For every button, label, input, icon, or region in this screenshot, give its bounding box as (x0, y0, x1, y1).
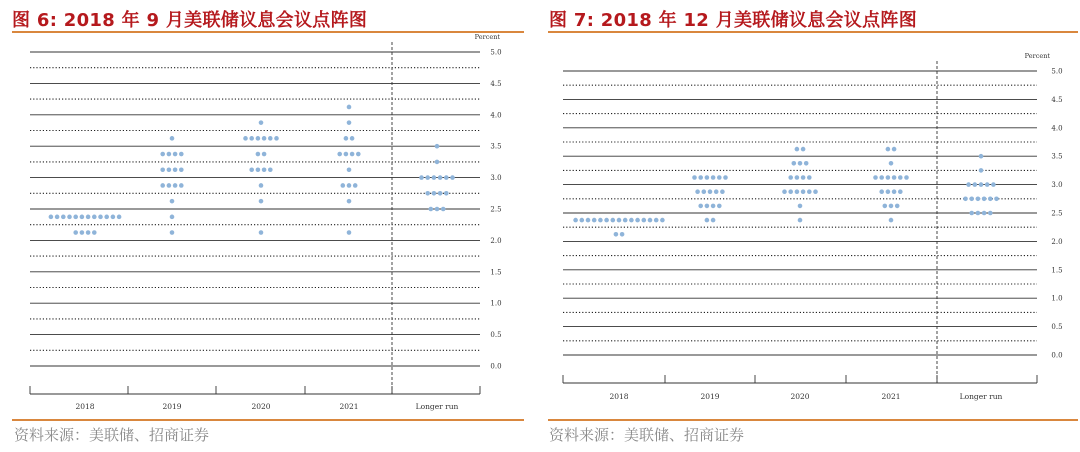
dot-point (898, 189, 903, 194)
dot-point (994, 197, 999, 202)
dot-point (274, 136, 279, 141)
dot-point (350, 152, 355, 157)
dot-point (969, 211, 974, 216)
dot-point (592, 218, 597, 223)
y-tick-label: 2.0 (1051, 237, 1063, 246)
dot-point (988, 197, 993, 202)
dot-point (450, 175, 455, 180)
dot-point (92, 215, 97, 220)
dot-point (435, 144, 440, 149)
dot-point (268, 136, 273, 141)
dot-point (711, 204, 716, 209)
dot-point (243, 136, 248, 141)
dot-point (167, 183, 172, 188)
dot-point (249, 136, 254, 141)
figure-title: 图 6: 2018 年 9 月美联储议息会议点阵图 (12, 10, 368, 31)
dot-point (886, 175, 891, 180)
dot-point (419, 175, 424, 180)
dot-point (249, 167, 254, 172)
dot-point (438, 191, 443, 196)
source-rule (548, 419, 1078, 421)
dot-point (441, 207, 446, 212)
dot-point (611, 218, 616, 223)
dot-point (256, 167, 261, 172)
y-tick-label: 5.0 (1051, 67, 1063, 76)
dot-point (80, 230, 85, 235)
dot-point (262, 167, 267, 172)
dot-point (976, 197, 981, 202)
dot-point (104, 215, 109, 220)
y-tick-label: 1.5 (490, 268, 502, 277)
dot-point (117, 215, 122, 220)
dot-point (788, 175, 793, 180)
dot-point (717, 204, 722, 209)
dot-point (798, 204, 803, 209)
dot-point (170, 230, 175, 235)
dot-point (889, 204, 894, 209)
dot-point (341, 183, 346, 188)
dot-point (179, 167, 184, 172)
dot-point (429, 207, 434, 212)
dot-point (614, 232, 619, 237)
x-tick-label: 2019 (162, 402, 182, 411)
dot-point (801, 175, 806, 180)
dot-point (873, 175, 878, 180)
y-tick-label: 3.0 (1051, 181, 1063, 190)
dot-point (256, 136, 261, 141)
dot-point (795, 175, 800, 180)
y-tick-label: 3.5 (1051, 152, 1063, 161)
dot-point (259, 199, 264, 204)
dot-point (795, 147, 800, 152)
dot-point (886, 189, 891, 194)
dot-point (347, 230, 352, 235)
dot-point (702, 189, 707, 194)
dot-point (86, 215, 91, 220)
dot-point (350, 136, 355, 141)
y-axis-label: Percent (1024, 52, 1050, 60)
dot-point (660, 218, 665, 223)
y-tick-label: 1.5 (1051, 266, 1063, 275)
dot-point (432, 175, 437, 180)
y-tick-label: 1.0 (490, 299, 502, 308)
dot-point (173, 167, 178, 172)
dot-point (788, 189, 793, 194)
dot-point (708, 189, 713, 194)
source-note: 资料来源：美联储、招商证券 (14, 426, 210, 444)
dot-plot-chart (0, 0, 530, 420)
dot-point (617, 218, 622, 223)
dot-point (886, 147, 891, 152)
dot-point (167, 167, 172, 172)
dot-point (889, 161, 894, 166)
dot-point (259, 183, 264, 188)
dot-point (801, 189, 806, 194)
dot-plot-chart (545, 0, 1080, 420)
y-tick-label: 4.5 (490, 79, 502, 88)
dot-point (717, 175, 722, 180)
dot-point (425, 191, 430, 196)
dot-point (711, 218, 716, 223)
dot-point (988, 211, 993, 216)
y-tick-label: 3.0 (490, 174, 502, 183)
dot-point (966, 182, 971, 187)
dot-point (435, 160, 440, 165)
y-tick-label: 0.0 (1051, 351, 1063, 360)
dot-point (586, 218, 591, 223)
dot-point (642, 218, 647, 223)
dot-point (892, 175, 897, 180)
y-tick-label: 2.5 (490, 205, 502, 214)
dot-point (795, 189, 800, 194)
dot-point (969, 197, 974, 202)
dot-point (55, 215, 60, 220)
dot-point (179, 152, 184, 157)
dot-point (435, 207, 440, 212)
dot-point (98, 215, 103, 220)
dot-point (580, 218, 585, 223)
dot-point (262, 152, 267, 157)
dot-point (692, 175, 697, 180)
dot-point (723, 175, 728, 180)
dot-point (654, 218, 659, 223)
x-tick-label: 2018 (75, 402, 95, 411)
dot-point (262, 136, 267, 141)
dot-point (979, 154, 984, 159)
dot-point (895, 204, 900, 209)
dot-point (991, 182, 996, 187)
dot-point (170, 199, 175, 204)
x-tick-label: 2020 (790, 392, 810, 401)
dot-point (892, 189, 897, 194)
dot-point (963, 197, 968, 202)
dot-point (807, 189, 812, 194)
dot-point (792, 161, 797, 166)
dot-point (170, 136, 175, 141)
dot-point (813, 189, 818, 194)
y-tick-label: 4.0 (1051, 124, 1063, 133)
dot-point (985, 182, 990, 187)
dot-point (347, 199, 352, 204)
dot-point (347, 105, 352, 110)
dot-point (698, 175, 703, 180)
dot-point (705, 175, 710, 180)
dot-point (904, 175, 909, 180)
dot-point (347, 167, 352, 172)
dot-point (979, 168, 984, 173)
figure-title: 图 7: 2018 年 12 月美联储议息会议点阵图 (549, 10, 918, 31)
y-tick-label: 0.0 (490, 362, 502, 371)
dot-point (623, 218, 628, 223)
dot-point (711, 175, 716, 180)
dot-point (695, 189, 700, 194)
dot-point (720, 189, 725, 194)
dot-point (629, 218, 634, 223)
dot-point (61, 215, 66, 220)
dot-point (256, 152, 261, 157)
dot-point (889, 218, 894, 223)
dot-point (648, 218, 653, 223)
dot-point (714, 189, 719, 194)
dot-point (73, 215, 78, 220)
y-tick-label: 2.0 (490, 236, 502, 245)
dot-point (347, 120, 352, 125)
dot-point (444, 191, 449, 196)
x-tick-label: Longer run (415, 402, 459, 411)
dot-point (798, 161, 803, 166)
dot-point (170, 215, 175, 220)
source-note: 资料来源：美联储、招商证券 (549, 426, 745, 444)
dot-point (879, 189, 884, 194)
dot-point (80, 215, 85, 220)
dot-point (347, 183, 352, 188)
dot-point (49, 215, 54, 220)
dot-point (337, 152, 342, 157)
dot-point (698, 204, 703, 209)
dot-point (344, 136, 349, 141)
x-tick-label: Longer run (959, 392, 1003, 401)
source-rule (12, 419, 524, 421)
dot-point (807, 175, 812, 180)
dot-point (268, 167, 273, 172)
dot-point (635, 218, 640, 223)
dot-point (892, 147, 897, 152)
x-tick-label: 2021 (881, 392, 901, 401)
dot-point (444, 175, 449, 180)
dot-point (982, 197, 987, 202)
dot-point (432, 191, 437, 196)
y-tick-label: 0.5 (490, 331, 502, 340)
dot-point (425, 175, 430, 180)
dot-point (167, 152, 172, 157)
y-axis-label: Percent (474, 33, 500, 41)
dot-point (798, 218, 803, 223)
dot-point (883, 204, 888, 209)
x-tick-label: 2019 (700, 392, 720, 401)
dot-point (976, 211, 981, 216)
y-tick-label: 1.0 (1051, 294, 1063, 303)
y-tick-label: 5.0 (490, 48, 502, 57)
dot-point (979, 182, 984, 187)
dot-point (179, 183, 184, 188)
y-tick-label: 0.5 (1051, 323, 1063, 332)
dot-point (111, 215, 116, 220)
dot-point (898, 175, 903, 180)
dot-point (804, 161, 809, 166)
dot-point (982, 211, 987, 216)
dot-point (160, 167, 165, 172)
dot-point (356, 152, 361, 157)
figure-6-panel (0, 0, 530, 452)
dot-point (259, 230, 264, 235)
dot-point (801, 147, 806, 152)
dot-point (879, 175, 884, 180)
dot-point (598, 218, 603, 223)
dot-point (92, 230, 97, 235)
y-tick-label: 3.5 (490, 142, 502, 151)
figure-7-panel (545, 0, 1080, 452)
dot-point (620, 232, 625, 237)
dot-point (353, 183, 358, 188)
dot-point (173, 152, 178, 157)
dot-point (173, 183, 178, 188)
dot-point (73, 230, 78, 235)
y-tick-label: 2.5 (1051, 209, 1063, 218)
dot-point (259, 120, 264, 125)
dot-point (160, 183, 165, 188)
dot-point (705, 204, 710, 209)
dot-point (86, 230, 91, 235)
dot-point (782, 189, 787, 194)
y-tick-label: 4.0 (490, 111, 502, 120)
y-tick-label: 4.5 (1051, 95, 1063, 104)
dot-point (973, 182, 978, 187)
dot-point (604, 218, 609, 223)
x-tick-label: 2021 (339, 402, 359, 411)
dot-point (67, 215, 72, 220)
dot-point (344, 152, 349, 157)
x-tick-label: 2020 (251, 402, 271, 411)
dot-point (160, 152, 165, 157)
dot-point (438, 175, 443, 180)
dot-point (573, 218, 578, 223)
dot-point (705, 218, 710, 223)
x-tick-label: 2018 (609, 392, 629, 401)
